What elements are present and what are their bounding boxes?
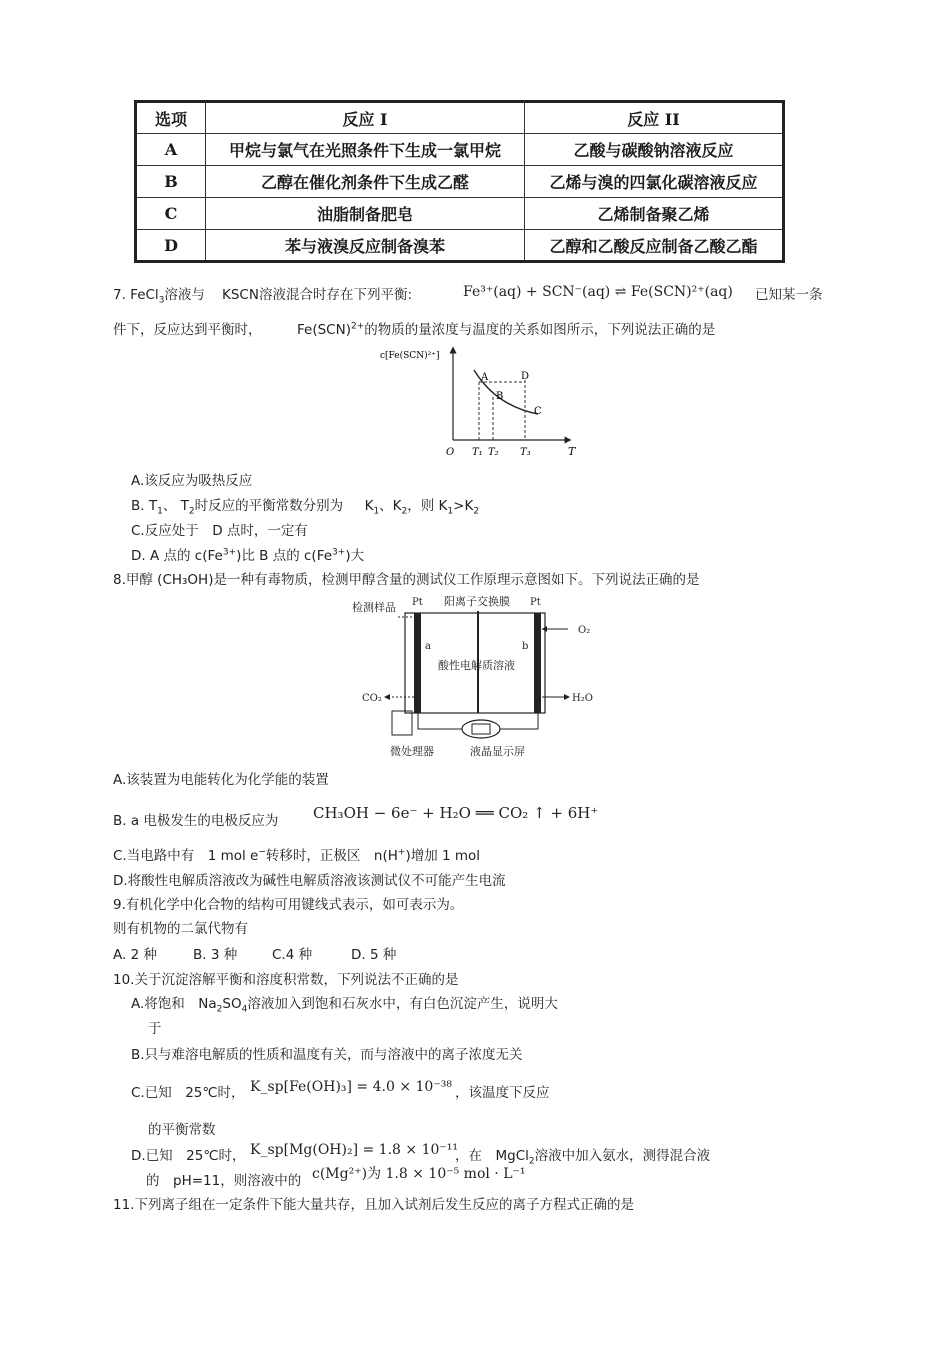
q7-concentration-temperature-graph	[378, 342, 578, 464]
tick-label: T₃	[520, 447, 531, 458]
table-cell: 乙醇在催化剂条件下生成乙醛	[206, 166, 525, 198]
q7-line1-kscn: KSCN溶液混合时存在下列平衡:	[222, 287, 412, 303]
table-header-row	[136, 102, 784, 134]
q8-methanol-sensor-diagram	[350, 593, 610, 765]
q10-option-c: C.已知 25℃时，	[131, 1085, 245, 1101]
x-axis-label: T	[568, 445, 576, 458]
superscript: 3+	[222, 547, 237, 558]
q8-text: C.当电路中有 1 mol e	[113, 848, 259, 864]
point-label: C	[534, 406, 542, 417]
subscript: 2	[528, 1156, 535, 1167]
q8-option-b: B. a 电极发生的电极反应为	[113, 813, 279, 829]
q8-option-c	[113, 848, 480, 864]
table-header-cell: 反应 I	[206, 102, 525, 134]
q7-option-b	[131, 498, 480, 517]
q7-line1-end: 已知某一条	[755, 287, 823, 303]
wire	[418, 713, 462, 729]
point-label: B	[496, 391, 504, 402]
superscript: 2+	[350, 321, 365, 332]
q10-option-d: D.已知 25℃时，	[131, 1148, 246, 1164]
q10-ksp-fe-equation: K_sp[Fe(OH)₃] = 4.0 × 10⁻³⁸	[250, 1079, 452, 1095]
q10-option-b: B.只与难溶电解质的性质和温度有关，而与溶液中的离子浓度无关	[131, 1047, 523, 1063]
q7-text: ，则 K	[407, 498, 448, 514]
table-cell: B	[136, 166, 206, 198]
table-cell: C	[136, 198, 206, 230]
q7-text: 溶液与	[164, 287, 205, 303]
table-row	[136, 134, 784, 166]
electrode-b	[534, 613, 541, 713]
electrode-a	[414, 613, 421, 713]
q8-option-a: A.该装置为电能转化为化学能的装置	[113, 772, 329, 788]
table-cell: 乙烯与溴的四氯化碳溶液反应	[525, 166, 784, 198]
subscript: 2	[216, 1004, 223, 1015]
q10-option-c-end: ，该温度下反应	[455, 1085, 550, 1101]
table-header-cell: 选项	[136, 102, 206, 134]
processor-box	[392, 711, 412, 735]
q11-stem: 11.下列离子组在一定条件下能大量共存，且加入试剂后发生反应的离子方程式正确的是	[113, 1197, 634, 1213]
q7-equilibrium-equation: Fe³⁺(aq) + SCN⁻(aq) ⇌ Fe(SCN)²⁺(aq)	[463, 284, 733, 300]
subscript: 2	[188, 506, 195, 517]
processor-label: 微处理器	[390, 745, 434, 758]
q7-text: 、 T	[162, 498, 189, 514]
point-label: A	[481, 372, 489, 383]
subscript: 1	[447, 506, 454, 517]
q7-line2b	[297, 322, 715, 338]
subscript: 2	[473, 506, 480, 517]
q10-option-d-mid	[455, 1148, 711, 1167]
h2o-arrow-head	[564, 694, 570, 700]
table-row	[136, 198, 784, 230]
q10-text: 溶液加入到饱和石灰水中，有白色沉淀产生，说明大	[247, 996, 558, 1012]
subscript: 2	[401, 506, 408, 517]
wire	[500, 713, 538, 729]
q9-line1: 9.有机化学中化合物的结构可用键线式表示，如可表示为。	[113, 897, 464, 913]
q8-text: )增加 1 mol	[405, 848, 481, 864]
q9-option-a: A. 2 种	[113, 947, 157, 963]
subscript: 1	[373, 506, 380, 517]
electrode-a-label: a	[425, 641, 431, 652]
co2-arrow-head	[384, 694, 390, 700]
q7-text: B. T	[131, 498, 158, 514]
q9-option-c: C.4 种	[272, 947, 313, 963]
q7-option-c: C.反应处于 D 点时，一定有	[131, 523, 308, 539]
q7-option-a: A.该反应为吸热反应	[131, 473, 253, 489]
q10-text: 溶液中加入氨水，测得混合液	[534, 1148, 711, 1164]
q7-text: 的物质的量浓度与温度的关系如图所示，下列说法正确的是	[364, 322, 716, 338]
lcd-screen	[462, 720, 500, 738]
q9-option-d: D. 5 种	[351, 947, 397, 963]
q10-text: A.将饱和 Na	[131, 996, 217, 1012]
q7-text: Fe(SCN)	[297, 322, 351, 338]
q8-stem: 8.甲醇 (CH₃OH)是一种有毒物质，检测甲醇含量的测试仪工作原理示意图如下。下列说法正确的是	[113, 572, 700, 588]
q7-text: 7. FeCl	[113, 287, 159, 303]
table-header-cell: 反应 II	[525, 102, 784, 134]
o2-label: O₂	[578, 625, 591, 636]
tick-label: T₂	[488, 447, 499, 458]
q10-text: ，在 MgCl	[455, 1148, 529, 1164]
table-cell: D	[136, 230, 206, 262]
point-label: D	[521, 371, 530, 382]
table-row	[136, 166, 784, 198]
reaction-table	[134, 100, 785, 263]
q9-line2: 则有机物的二氯代物有	[113, 921, 248, 937]
q10-option-a-cont: 于	[148, 1021, 162, 1037]
table-cell: 苯与液溴反应制备溴苯	[206, 230, 525, 262]
origin-label: O	[446, 447, 455, 458]
q10-option-d-cont: 的 pH=11，则溶液中的	[146, 1173, 302, 1189]
q7-text: 时反应的平衡常数分别为	[194, 498, 344, 514]
q7-text: )比 B 点的 c(Fe	[236, 548, 333, 564]
lcd-label: 液晶显示屏	[470, 745, 525, 758]
tick-label: T₁	[472, 447, 483, 458]
table-cell: 乙酸与碳酸钠溶液反应	[525, 134, 784, 166]
q10-stem: 10.关于沉淀溶解平衡和溶度积常数，下列说法不正确的是	[113, 972, 459, 988]
electrode-b-label: b	[522, 641, 529, 652]
q7-line2a: 件下，反应达到平衡时，	[113, 322, 262, 338]
table-cell: A	[136, 134, 206, 166]
table-cell: 甲烷与氯气在光照条件下生成一氯甲烷	[206, 134, 525, 166]
co2-label: CO₂	[362, 693, 382, 704]
q10-mg-concentration: c(Mg²⁺)为 1.8 × 10⁻⁵ mol · L⁻¹	[312, 1166, 526, 1182]
q7-text: D. A 点的 c(Fe	[131, 548, 223, 564]
superscript: −	[258, 847, 266, 858]
table-cell: 乙醇和乙酸反应制备乙酸乙酯	[525, 230, 784, 262]
q7-text: K	[364, 498, 374, 514]
q7-line1	[113, 287, 205, 306]
q10-option-c-cont: 的平衡常数	[148, 1122, 216, 1138]
table-cell: 油脂制备肥皂	[206, 198, 525, 230]
sample-label: 检测样品	[352, 601, 396, 614]
q8-option-d: D.将酸性电解质溶液改为碱性电解质溶液该测试仪不可能产生电流	[113, 873, 506, 889]
membrane-label: 阳离子交换膜	[444, 595, 510, 608]
q8-text: 转移时，正极区 n(H	[265, 848, 398, 864]
h2o-label: H₂O	[572, 693, 593, 704]
q9-option-b: B. 3 种	[193, 947, 238, 963]
pt-left-label: Pt	[412, 597, 423, 608]
subscript: 4	[241, 1004, 248, 1015]
q8-electrode-equation: CH₃OH − 6e⁻ + H₂O ══ CO₂ ↑ + 6H⁺	[313, 804, 599, 822]
superscript: +	[397, 847, 406, 858]
pt-right-label: Pt	[530, 597, 541, 608]
y-axis-label: c[Fe(SCN)²⁺]	[380, 351, 440, 361]
q7-text: )大	[345, 548, 365, 564]
subscript: 3	[158, 295, 165, 306]
table-row	[136, 230, 784, 262]
table-cell: 乙烯制备聚乙烯	[525, 198, 784, 230]
subscript: 1	[157, 506, 163, 517]
q7-text: 、K	[379, 498, 402, 514]
superscript: 3+	[332, 547, 346, 558]
q10-ksp-mg-equation: K_sp[Mg(OH)₂] = 1.8 × 10⁻¹¹	[250, 1142, 459, 1158]
q7-option-d	[131, 548, 364, 564]
electrolyte-label: 酸性电解质溶液	[438, 659, 515, 672]
q10-option-a	[131, 996, 558, 1015]
lcd-inner	[472, 724, 490, 734]
q7-text: >K	[453, 498, 474, 514]
q10-text: SO	[222, 996, 242, 1012]
